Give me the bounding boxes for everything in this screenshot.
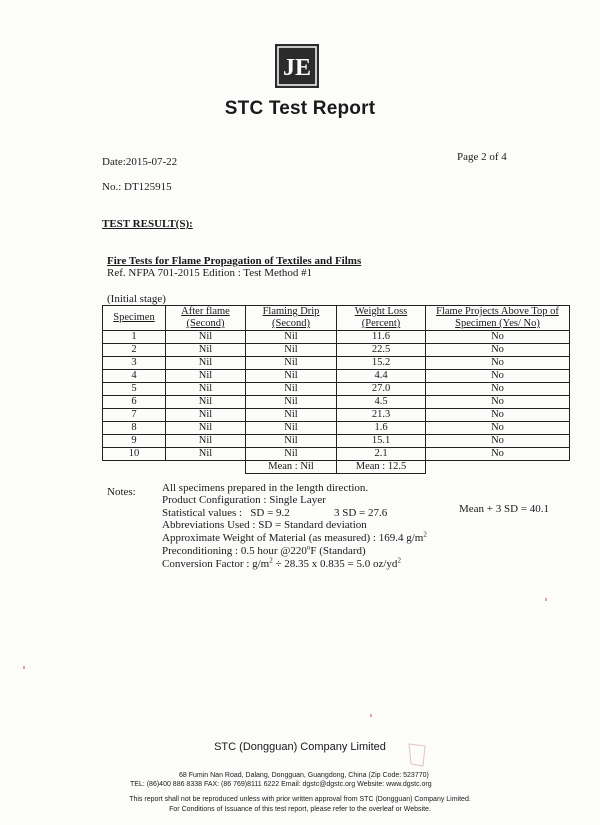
table-cell: 8 (103, 422, 166, 435)
logo-lettering: JE (282, 55, 312, 81)
table-cell: Nil (166, 370, 246, 383)
notes-label: Notes: (107, 486, 136, 498)
note-statistics (162, 507, 388, 519)
company-address: 68 Fumin Nan Road, Dalang, Dongguan, Guangdong, China (Zip Code: 523770) (179, 772, 429, 779)
table-cell: Nil (246, 344, 337, 357)
table-cell: 1.6 (337, 422, 426, 435)
table-cell: Nil (166, 357, 246, 370)
table-cell: No (426, 370, 570, 383)
table-row (103, 331, 570, 344)
report-number: No.: DT125915 (102, 181, 172, 193)
table-cell: Nil (166, 344, 246, 357)
stc-logo-icon (275, 44, 319, 88)
red-speck (545, 598, 547, 601)
col-header-after-flame: After flame (Second) (166, 306, 246, 331)
table-cell: Nil (166, 422, 246, 435)
col-header-weight-loss: Weight Loss (Percent) (337, 306, 426, 331)
col-header-flame-projects: Flame Projects Above Top of Specimen (Yes/ No) (426, 306, 570, 331)
table-cell: Nil (246, 383, 337, 396)
stat-3sd: 3 SD = 27.6 (334, 507, 388, 519)
table-cell: 4 (103, 370, 166, 383)
table-cell: Nil (246, 422, 337, 435)
table-cell: 9 (103, 435, 166, 448)
table-row (103, 448, 570, 461)
table-cell: 1 (103, 331, 166, 344)
stage-label: (Initial stage) (107, 293, 166, 305)
table-cell: Nil (246, 448, 337, 461)
table-cell: 7 (103, 409, 166, 422)
red-speck (370, 714, 372, 717)
table-mean-row (103, 461, 570, 474)
note-configuration: Product Configuration : Single Layer (162, 494, 326, 506)
report-title: STC Test Report (224, 98, 376, 119)
table-cell: 3 (103, 357, 166, 370)
table-cell: No (426, 435, 570, 448)
col-header-flaming-drip: Flaming Drip (Second) (246, 306, 337, 331)
report-date: Date:2015-07-22 (102, 156, 178, 168)
mean-flaming-drip: Mean : Nil (246, 461, 337, 474)
col-header-specimen: Specimen (103, 306, 166, 331)
table-cell: Nil (166, 396, 246, 409)
note-abbreviations: Abbreviations Used : SD = Standard deviation (162, 519, 367, 531)
note-preconditioning: Preconditioning : 0.5 hour @220$^o$F (Standard) (162, 543, 366, 557)
table-row (103, 344, 570, 357)
stc-logo (275, 44, 319, 88)
empty-cell (103, 461, 166, 474)
table-row (103, 383, 570, 396)
test-title: Fire Tests for Flame Propagation of Textiles and Films (107, 255, 362, 267)
table-header-row (103, 306, 570, 331)
table-cell: No (426, 448, 570, 461)
table-row (103, 422, 570, 435)
table-cell: No (426, 409, 570, 422)
table-cell: 2.1 (337, 448, 426, 461)
table-cell: Nil (246, 409, 337, 422)
company-contact: TEL: (86)400 886 8338 FAX: (86 769)8111 6222 Email: dgstc@dgstc.org Website: www.dgstc.org (130, 781, 432, 788)
empty-cell (426, 461, 570, 474)
table-cell: No (426, 344, 570, 357)
table-cell: No (426, 396, 570, 409)
red-speck (23, 666, 25, 669)
stat-label: Statistical values : (162, 507, 243, 519)
table-cell: No (426, 331, 570, 344)
table-cell: 15.2 (337, 357, 426, 370)
company-name: STC (Dongguan) Company Limited (214, 741, 386, 753)
table-cell: Nil (246, 357, 337, 370)
table-cell: No (426, 383, 570, 396)
table-row (103, 357, 570, 370)
test-reference: Ref. NFPA 701-2015 Edition : Test Method #1 (107, 267, 313, 279)
table-cell: 21.3 (337, 409, 426, 422)
page-number: Page 2 of 4 (457, 151, 507, 163)
note-prepared: All specimens prepared in the length direction. (162, 482, 369, 494)
table-cell: 2 (103, 344, 166, 357)
table-row (103, 396, 570, 409)
table-cell: 6 (103, 396, 166, 409)
table-cell: 10 (103, 448, 166, 461)
disclaimer-line-2: For Conditions of Issuance of this test report, please refer to the overleaf or Website. (169, 806, 431, 813)
table-cell: Nil (246, 396, 337, 409)
table-cell: Nil (166, 448, 246, 461)
disclaimer-line-1: This report shall not be reproduced unless with prior written approval from STC (Dongguan) Company Limited. (129, 796, 471, 803)
stat-sd: SD = 9.2 (250, 507, 290, 519)
table-cell: Nil (246, 370, 337, 383)
empty-cell (166, 461, 246, 474)
table-cell: Nil (166, 383, 246, 396)
stat-mean-plus-3sd: Mean + 3 SD = 40.1 (459, 503, 550, 515)
table-cell: 4.5 (337, 396, 426, 409)
table-cell: 22.5 (337, 344, 426, 357)
note-conversion: Conversion Factor : $g/m^2 \div 28.35$ x 0.835 = 5.0 $oz/yd^2$ (162, 556, 401, 570)
table-cell: 11.6 (337, 331, 426, 344)
table-cell: No (426, 422, 570, 435)
test-results-heading: TEST RESULT(S): (102, 218, 193, 230)
table-cell: Nil (166, 331, 246, 344)
table-cell: Nil (166, 409, 246, 422)
table-cell: 5 (103, 383, 166, 396)
table-cell: No (426, 357, 570, 370)
table-cell: Nil (246, 435, 337, 448)
table-row (103, 370, 570, 383)
results-table (102, 305, 570, 474)
mean-weight-loss: Mean : 12.5 (337, 461, 426, 474)
table-row (103, 409, 570, 422)
table-row (103, 435, 570, 448)
table-cell: Nil (246, 331, 337, 344)
table-cell: Nil (166, 435, 246, 448)
table-cell: 15.1 (337, 435, 426, 448)
table-cell: 27.0 (337, 383, 426, 396)
note-weight: Approximate Weight of Material (as measured) : 169.4 $g/m^2$ (162, 530, 427, 544)
table-cell: 4.4 (337, 370, 426, 383)
